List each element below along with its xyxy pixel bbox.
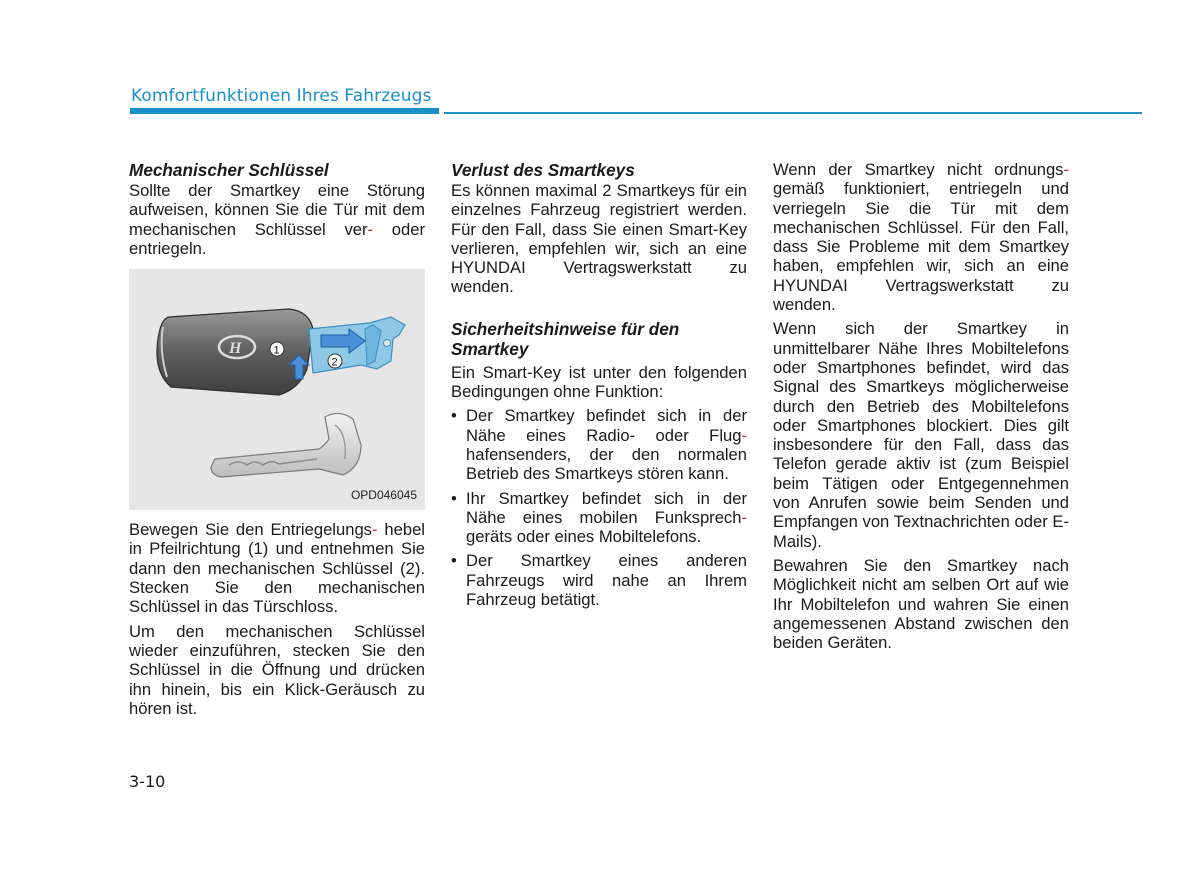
- figure-label-2: 2: [331, 356, 338, 369]
- paragraph-mechanical-key-intro: Sollte der Smartkey eine Störung aufweisen, können Sie die Tür mit dem mechanischen Schlüssel ver- oder entriegeln.: [129, 181, 425, 258]
- paragraph-insert-key: Um den mechanischen Schlüssel wieder einzuführen, stecken Sie den Schlüssel in die Öffnung und drücken ihn hinein, bis ein Klick-Geräusch zu hören ist.: [129, 621, 425, 718]
- paragraph-conditions: Ein Smart-Key ist unter den folgenden Bedingungen ohne Funktion:: [451, 362, 747, 402]
- list-item: • Der Smartkey eines anderen Fahrzeugs wird nahe an Ihrem Fahrzeug betätigt.: [451, 551, 747, 609]
- column-1: [129, 160, 425, 723]
- header-rule: [444, 112, 1142, 114]
- paragraph-phone-interference: Wenn sich der Smartkey in unmittelbarer Nähe Ihres Mobiltelefons oder Smartphones befindet, wird das Signal des Smartkeys möglicherweise durch den Betrieb des Mobiltelefons oder Smartphones blockiert. Dies gilt insbesondere für den Fall, dass das Telefon gerade aktiv ist (zum Beispiel beim Tätigen oder Entgegennehmen von Anrufen sowie beim Senden und Empfangen von Textnachrichten oder E-Mails).: [773, 319, 1069, 551]
- paragraph-lost-smartkey: Es können maximal 2 Smartkeys für ein einzelnes Fahrzeug registriert werden. Für den Fall, dass Sie einen Smart-Key verlieren, empfehlen wir, sich an eine HYUNDAI Vertragswerkstatt zu wenden.: [451, 181, 747, 297]
- paragraph-malfunction: Wenn der Smartkey nicht ordnungs- gemäß funktioniert, entriegeln und verriegeln Sie die Tür mit dem mechanischen Schlüssel. Für den Fall, dass Sie Probleme mit dem Smartkey haben, empfehlen wir, sich an eine HYUNDAI Vertragswerkstatt zu wenden.: [773, 160, 1069, 315]
- list-item: • Der Smartkey befindet sich in der Nähe eines Radio- oder Flug- hafensenders, der den normalen Betrieb des Smartkeys stören kann.: [451, 406, 747, 483]
- paragraph-storage-advice: Bewahren Sie den Smartkey nach Möglichkeit nicht am selben Ort auf wie Ihr Mobiltelefon und wahren Sie einen angemessenen Abstand zwischen den beiden Geräten.: [773, 555, 1069, 653]
- column-2: [451, 160, 747, 614]
- section-title: Komfortfunktionen Ihres Fahrzeugs: [131, 86, 432, 106]
- heading-mechanical-key: Mechanischer Schlüssel: [129, 160, 329, 180]
- smartkey-illustration: [129, 269, 425, 510]
- page-number: 3-10: [129, 772, 166, 791]
- heading-lost-smartkey: Verlust des Smartkeys: [451, 160, 635, 180]
- column-3: [773, 160, 1069, 657]
- figure-code: OPD046045: [350, 487, 417, 502]
- header-accent-bar: [130, 108, 439, 114]
- paragraph-remove-key: Bewegen Sie den Entriegelungs- hebel in Pfeilrichtung (1) und entnehmen Sie dann den mechanischen Schlüssel (2). Stecken Sie den mechanischen Schlüssel in das Türschloss.: [129, 520, 425, 617]
- list-item: • Ihr Smartkey befindet sich in der Nähe eines mobilen Funksprech- geräts oder eines Mobiltelefons.: [451, 489, 747, 547]
- svg-text:H: H: [229, 340, 242, 358]
- conditions-list: [451, 406, 747, 609]
- heading-safety-notes: Sicherheitshinweise für den Smartkey: [451, 318, 680, 359]
- smartkey-drawing: [129, 269, 425, 510]
- figure-label-1: 1: [273, 344, 280, 357]
